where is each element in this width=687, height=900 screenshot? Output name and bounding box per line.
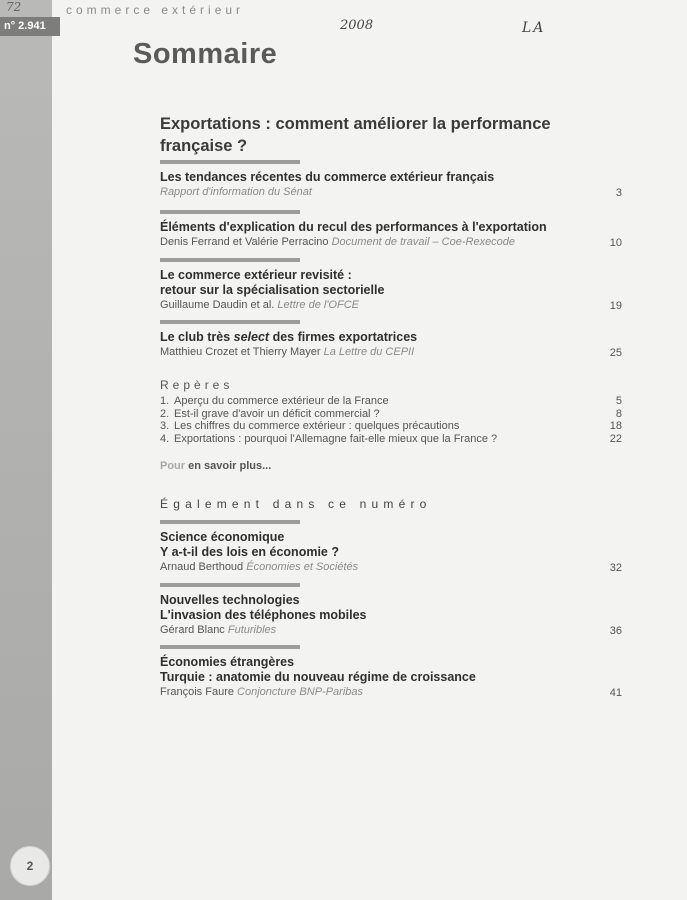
handwritten-number: 72 [6, 0, 22, 14]
entry-page: 41 [609, 687, 622, 699]
entry-rule [160, 258, 300, 262]
also-in-issue-label: Également dans ce numéro [160, 497, 432, 511]
page-title: Sommaire [133, 38, 278, 70]
entry-rule [160, 583, 300, 587]
entry-rule [160, 210, 300, 214]
toc-entry[interactable] [160, 210, 622, 249]
toc-entry[interactable] [160, 258, 622, 312]
entry-rule [160, 160, 300, 164]
page-number: 2 [10, 846, 50, 886]
entry-byline [160, 185, 622, 199]
entry-heading-italic: select [233, 330, 270, 344]
entry-heading: Le commerce extérieur revisité : [160, 268, 352, 282]
handwritten-year: 2008 [340, 18, 374, 33]
entry-byline [160, 685, 622, 699]
toc-entry[interactable] [160, 583, 622, 637]
entry-heading: Éléments d'explication du recul des performances à l'exportation [160, 220, 547, 234]
entry-page: 32 [609, 562, 622, 574]
entry-source: Rapport d'information du Sénat [160, 186, 312, 198]
entry-heading: Y a-t-il des lois en économie ? [160, 545, 339, 559]
handwritten-initials: LA [522, 20, 546, 36]
entry-page: 36 [609, 625, 622, 637]
reperes-item[interactable]: 4. Exportations : pourquoi l'Allemagne fait-elle mieux que la France ? 22 [160, 432, 622, 445]
toc-entry[interactable] [160, 320, 622, 359]
entry-source: Futuribles [227, 624, 277, 636]
entry-page: 25 [609, 347, 622, 359]
entry-heading: Le club très select des firmes exportatrices [160, 330, 418, 344]
entry-authors: Matthieu Crozet et Thierry Mayer [160, 346, 321, 358]
entry-byline [160, 560, 622, 574]
entry-source: Lettre de l'OFCE [277, 299, 359, 311]
entry-authors: Denis Ferrand et Valérie Perracino [160, 236, 329, 248]
issue-number: n° 2.941 [0, 17, 60, 36]
entry-source: La Lettre du CEPII [323, 346, 415, 358]
reperes-section [160, 378, 622, 445]
entry-heading: Turquie : anatomie du nouveau régime de croissance [160, 670, 476, 684]
entry-rule [160, 320, 300, 324]
reperes-item[interactable]: 1. Aperçu du commerce extérieur de la France 5 [160, 395, 622, 407]
reperes-item[interactable]: 2. Est-il grave d'avoir un déficit commercial ? 8 [160, 407, 622, 420]
entry-heading: Les tendances récentes du commerce extérieur français [160, 170, 495, 184]
toc-entry[interactable] [160, 520, 622, 574]
reperes-item[interactable]: 3. Les chiffres du commerce extérieur : quelques précautions 18 [160, 420, 622, 432]
entry-authors: François Faure [160, 686, 234, 698]
entry-source: Conjoncture BNP-Paribas [237, 686, 363, 698]
more-info-link[interactable]: Pour en savoir plus... [160, 460, 272, 472]
entry-byline [160, 345, 622, 359]
entry-rule [160, 645, 300, 649]
entry-heading: L'invasion des téléphones mobiles [160, 608, 367, 622]
entry-rubric: Économies étrangères [160, 655, 295, 669]
toc-entry[interactable] [160, 160, 622, 199]
dossier-title: Exportations : comment améliorer la performance française ? [160, 115, 551, 155]
entry-source: Document de travail – Coe-Rexecode [331, 236, 516, 248]
entry-byline [160, 298, 622, 312]
entry-byline [160, 623, 622, 637]
toc-entry[interactable] [160, 645, 622, 699]
entry-rubric: Science économique [160, 530, 285, 544]
entry-heading-line2: retour sur la spécialisation sectorielle [160, 283, 385, 297]
entry-authors: Arnaud Berthoud [160, 561, 244, 573]
entry-authors: Gérard Blanc [160, 624, 225, 636]
entry-page: 3 [615, 187, 622, 199]
entry-rubric: Nouvelles technologies [160, 593, 300, 607]
reperes-label: Repères [160, 378, 234, 392]
entry-source: Économies et Sociétés [246, 561, 359, 573]
entry-byline [160, 235, 622, 249]
entry-page: 19 [609, 300, 622, 312]
entry-authors: Guillaume Daudin et al. [160, 299, 275, 311]
section-header: commerce extérieur [66, 3, 245, 17]
entry-rule [160, 520, 300, 524]
entry-page: 10 [609, 237, 622, 249]
side-band [0, 0, 52, 900]
